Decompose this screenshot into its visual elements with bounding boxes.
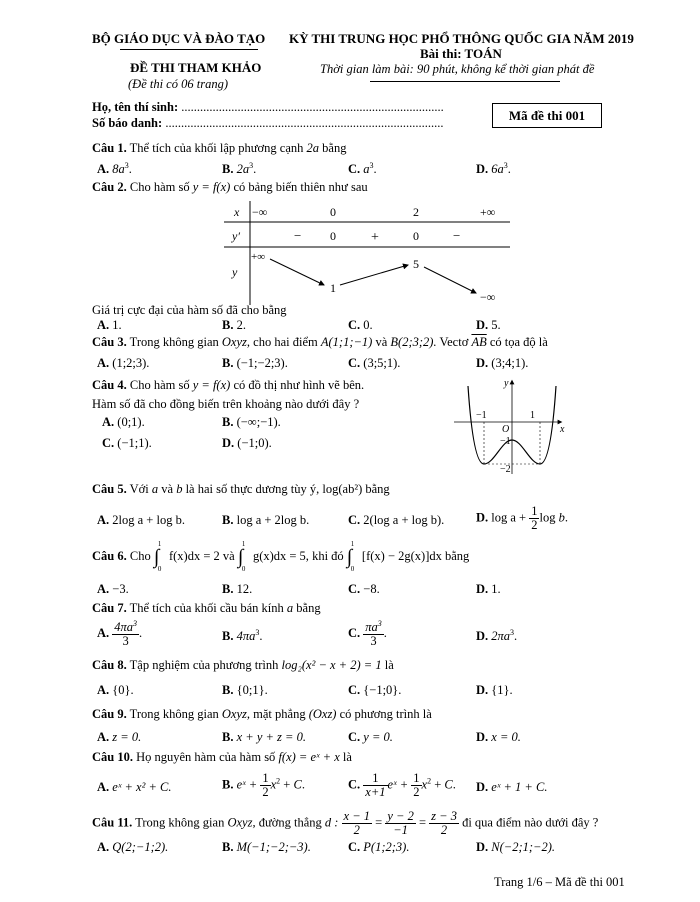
ministry-underline [120,49,258,50]
page-footer: Trang 1/6 – Mã đề thi 001 [494,875,625,889]
q4-answer-d: D. (−1;0). [222,436,272,450]
table-x-zero: 0 [330,205,336,219]
q9-answer-a: A. z = 0. [97,730,142,744]
q7-answer-a: A. $\frac{4\pi a^3}{3}$ . [97,619,143,649]
q10-answer-c: C. $\frac{1}{x+1}$ eˣ + $\frac{1}{2}$ $x^2 + C$. [348,771,456,800]
q4-answer-c: C. (−1;1). [102,436,152,450]
q1-answer-d: D. $6a^3$. [476,161,511,177]
q1-answer-b: B. $2a^3$. [222,161,257,177]
question-8: Câu 8. Tập nghiệm của phương trình log₂(x² − x + 2) = 1 là [92,658,394,672]
graph-y-label: y [504,378,509,389]
graph-origin: O [502,424,510,435]
student-name-line: Họ, tên thí sinh: .................................................................................... [92,100,444,114]
q5-answer-d: D. log a + $\frac{1}{2}$ log b. [476,504,568,533]
table-y-min: 1 [330,281,336,295]
table-y-label: y [232,265,238,279]
question-5: Câu 5. Với a và b là hai số thực dương tùy ý, log(ab²) bằng [92,482,390,496]
ministry-name: BỘ GIÁO DỤC VÀ ĐÀO TẠO [92,31,266,46]
q1-answer-a: A. $8a^3$. [97,161,132,177]
graph-y-neg1: −1 [500,436,511,447]
question-4: Câu 4. Cho hàm số y = f(x) có đồ thị như hình vẽ bên. [92,378,365,392]
q10-answer-a: A. eˣ + x² + C. [97,780,172,794]
q2-answer-a: A. 1. [97,318,122,332]
question-10: Câu 10. Họ nguyên hàm của hàm số f(x) = eˣ + x là [92,750,352,764]
student-id-line: Số báo danh: ......................................................................................... [92,116,444,130]
exam-code-box: Mã đề thi 001 [492,103,602,128]
q2-answer-c: C. 0. [348,318,373,332]
q8-answer-c: C. {−1;0}. [348,683,402,697]
question-7: Câu 7. Thể tích của khối cầu bán kính a bằng [92,601,321,615]
table-sign-1: − [294,228,302,243]
exam-duration: Thời gian làm bài: 90 phút, không kể thời gian phát đề [320,62,595,76]
q4-question: Hàm số đã cho đồng biến trên khoảng nào dưới đây ? [92,397,360,411]
q8-answer-a: A. {0}. [97,683,134,697]
q6-answer-c: C. −8. [348,582,380,596]
function-graph [450,376,570,476]
q8-answer-d: D. {1}. [476,683,513,697]
graph-x-neg1: −1 [476,410,487,421]
table-arrow-up [340,265,408,285]
table-x-label: x [234,205,240,219]
q3-answer-a: A. (1;2;3). [97,356,150,370]
q1-answer-c: C. $a^3$. [348,161,377,177]
q7-answer-c: C. $\frac{\pi a^3}{3}$ . [348,619,387,649]
table-yp-label: y′ [232,229,240,243]
exam-subject: Bài thi: TOÁN [420,46,502,61]
table-y-pos-inf: +∞ [251,251,266,263]
graph-x-label: x [560,424,565,435]
q10-answer-d: D. eˣ + 1 + C. [476,780,548,794]
q5-answer-c: C. 2(log a + log b). [348,513,445,527]
duration-underline [370,81,560,82]
q11-answer-b: B. M(−1;−2;−3). [222,840,311,854]
table-arrow-down-2 [424,267,476,293]
table-sign-4: 0 [413,229,419,243]
table-x-neg-inf: −∞ [252,205,268,219]
variation-table [222,197,512,307]
q3-answer-d: D. (3;4;1). [476,356,529,370]
q11-answer-c: C. P(1;2;3). [348,840,410,854]
q9-answer-b: B. x + y + z = 0. [222,730,306,744]
table-sign-3: + [371,230,379,245]
question-11: Câu 11. Trong không gian Oxyz, đường thẳng d : $\frac{x - 1}{2}$ = $\frac{y - 2}{-1}$ = $\frac{z - 3}{2}$ đi qua điểm nào dưới đây ? [92,809,599,838]
table-y-max: 5 [413,257,419,271]
table-sign-2: 0 [330,229,336,243]
q8-answer-b: B. {0;1}. [222,683,268,697]
q9-answer-c: C. y = 0. [348,730,393,744]
q6-answer-d: D. 1. [476,582,501,596]
question-1: Câu 1. Thể tích của khối lập phương cạnh 2a bằng [92,141,347,155]
table-x-pos-inf: +∞ [480,205,496,219]
q11-answer-a: A. Q(2;−1;2). [97,840,169,854]
question-6: Câu 6. Cho ∫ 1 0 f(x)dx = 2 và ∫ 1 0 g(x)dx = 5, khi đó ∫ 1 0 [f(x) − 2g(x)]dx bằng [92,540,470,573]
q3-answer-c: C. (3;5;1). [348,356,401,370]
table-sign-5: − [453,228,461,243]
q7-answer-d: D. $2\pi a^3$. [476,628,518,644]
q2-answer-b: B. 2. [222,318,246,332]
q9-answer-d: D. x = 0. [476,730,521,744]
question-3: Câu 3. Trong không gian Oxyz, cho hai điểm A(1;1;−1) và B(2;3;2). Vectơ $\overline{AB}$ có tọa độ là [92,335,548,349]
q2-question: Giá trị cực đại của hàm số đã cho bằng [92,303,287,317]
q4-answer-a: A. (0;1). [102,415,145,429]
graph-y-neg2: −2 [500,464,511,475]
q7-answer-b: B. $4\pi a^3$. [222,628,263,644]
exam-type: ĐỀ THI THAM KHẢO [130,60,262,75]
table-x-two: 2 [413,205,419,219]
q11-answer-d: D. N(−2;1;−2). [476,840,556,854]
q3-answer-b: B. (−1;−2;3). [222,356,288,370]
q6-answer-a: A. −3. [97,582,129,596]
table-y-neg-inf: −∞ [480,290,496,304]
q5-answer-b: B. log a + 2log b. [222,513,310,527]
graph-x-pos1: 1 [530,410,535,421]
page-count: (Đề thi có 06 trang) [128,77,228,91]
table-arrow-down-1 [270,259,324,285]
question-2: Câu 2. Cho hàm số y = f(x) có bảng biến thiên như sau [92,180,368,194]
q2-answer-d: D. 5. [476,318,501,332]
q5-answer-a: A. 2log a + log b. [97,513,185,527]
q6-answer-b: B. 12. [222,582,253,596]
exam-title: KỲ THI TRUNG HỌC PHỔ THÔNG QUỐC GIA NĂM 2019 [289,31,634,46]
q4-answer-b: B. (−∞;−1). [222,415,281,429]
question-9: Câu 9. Trong không gian Oxyz, mặt phẳng (Oxz) có phương trình là [92,707,432,721]
q10-answer-b: B. eˣ + $\frac{1}{2}$ $x^2 + C$. [222,771,305,800]
